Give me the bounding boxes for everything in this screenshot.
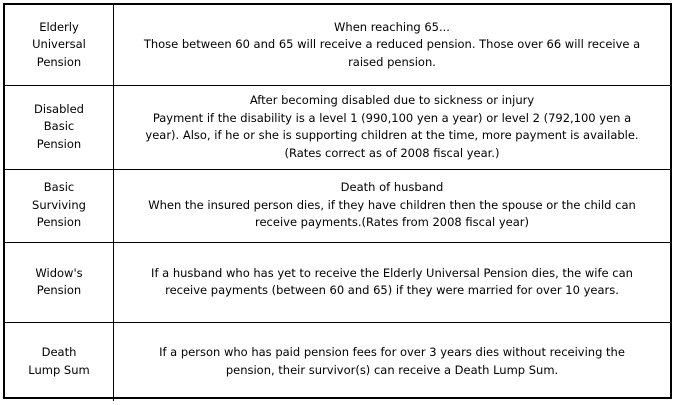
description-line: pension, their survivor(s) can receive a Death Lump Sum. xyxy=(225,362,559,377)
row-description-cell xyxy=(114,322,671,401)
page-margin xyxy=(675,0,681,405)
row-label-line: Pension xyxy=(36,283,82,297)
description-line: raised pension. xyxy=(348,54,436,69)
description-line: receive payments (between 60 and 65) if they were married for over 10 years. xyxy=(165,283,619,297)
row-label-line: Surviving xyxy=(32,197,86,212)
description-line: If a person who has paid pension fees for over 3 years dies without receiving the xyxy=(159,345,625,360)
row-description-cell xyxy=(114,242,671,322)
row-label-line: Elderly xyxy=(39,19,79,34)
description-line: Payment if the disability is a level 1 (990,100 yen a year) or level 2 (792,100 yen a xyxy=(152,110,632,125)
table-row xyxy=(5,242,670,322)
row-label-line: Pension xyxy=(36,54,82,69)
row-description-cell xyxy=(114,169,671,242)
table-row xyxy=(5,5,670,85)
table-row xyxy=(5,85,670,169)
row-label-cell xyxy=(5,242,114,322)
row-label-line: Death xyxy=(41,345,77,360)
row-label-line: Widow's xyxy=(35,265,83,280)
row-label-line: Basic xyxy=(43,180,75,195)
table-row xyxy=(5,322,670,401)
pension-table-frame xyxy=(3,3,672,399)
row-description-cell xyxy=(114,85,671,169)
description-line: Those between 60 and 65 will receive a reduced pension. Those over 66 will receive a xyxy=(143,37,641,51)
row-label-cell xyxy=(5,322,114,401)
row-label-line: Basic xyxy=(43,119,75,134)
description-line: year). Also, if he or she is supporting children at the time, more payment is available. xyxy=(145,128,639,142)
row-label-line: Lump Sum xyxy=(28,362,90,377)
row-label-line: Disabled xyxy=(34,101,84,116)
description-line: After becoming disabled due to sickness or injury xyxy=(249,93,535,107)
row-label-cell xyxy=(5,85,114,169)
table-row xyxy=(5,169,670,242)
pension-table xyxy=(5,5,670,401)
description-line: Death of husband xyxy=(340,180,444,195)
row-label-cell xyxy=(5,5,114,85)
description-line: receive payments.(Rates from 2008 fiscal year) xyxy=(255,215,529,230)
row-label-cell xyxy=(5,169,114,242)
description-line: (Rates correct as of 2008 fiscal year.) xyxy=(284,145,500,160)
row-label-line: Universal xyxy=(32,37,86,51)
row-label-line: Pension xyxy=(36,215,82,230)
row-label-line: Pension xyxy=(36,136,82,151)
description-line: When the insured person dies, if they have children then the spouse or the child can xyxy=(148,197,636,212)
row-description-cell xyxy=(114,5,671,85)
description-line: If a husband who has yet to receive the Elderly Universal Pension dies, the wife can xyxy=(151,265,633,280)
description-line: When reaching 65... xyxy=(334,19,450,34)
